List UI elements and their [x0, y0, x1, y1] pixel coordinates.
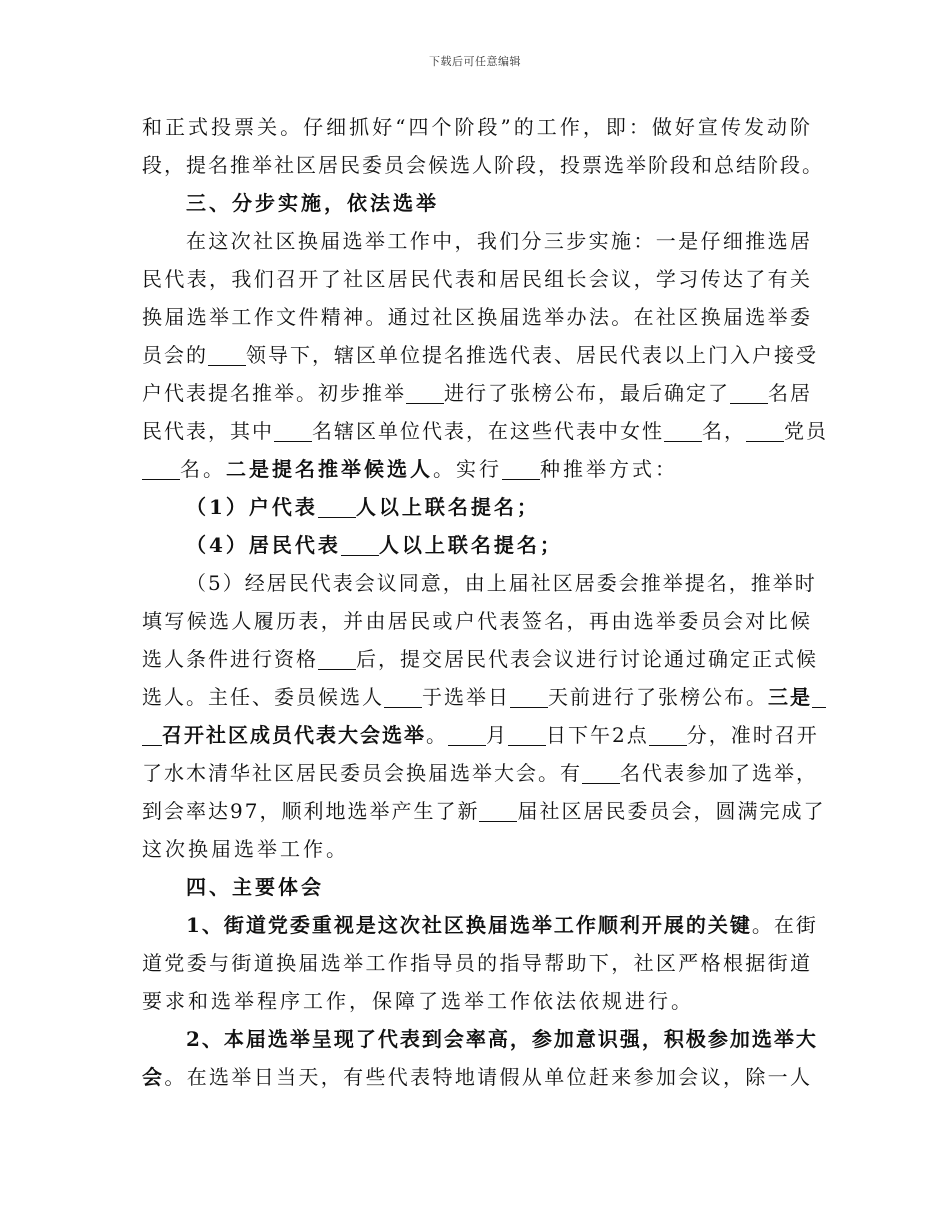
blank-underline: [502, 455, 540, 480]
blank-underline: [510, 683, 548, 708]
text-line: [142, 108, 812, 146]
blank-underline: [746, 417, 784, 442]
text-run: 进行了张榜公布，最后确定了: [444, 381, 730, 405]
text-run: 于选举日: [422, 685, 510, 709]
text-run: 天前进行了张榜公布。: [548, 685, 768, 709]
blank-underline: [649, 721, 687, 746]
text-run: 党员: [784, 419, 828, 443]
text-run: 。在街: [751, 913, 818, 937]
blank-underline: [341, 531, 379, 556]
text-line: [142, 412, 828, 450]
text-run: 日下午2点: [546, 723, 649, 747]
text-run: 四、主要体会: [186, 875, 324, 899]
list-item: [142, 488, 812, 526]
text-run: 种推举方式：: [540, 457, 678, 481]
text-run: 名辖区单位代表，在这些代表中女性: [312, 419, 664, 443]
text-run: 和正式投票关。仔细抓好“四个阶段”的工作，即：做好宣传发动阶: [142, 115, 812, 139]
text-run: 。在选举日当天，有些代表特地请假从单位赶来参加会议，除一人: [164, 1065, 813, 1089]
text-run: 道党委与街道换届选举工作指导员的指导帮助下，社区严格根据街道: [142, 951, 812, 975]
blank-underline: [384, 683, 422, 708]
text-line: [142, 450, 812, 488]
text-run: 选人。主任、委员候选人: [142, 685, 384, 709]
text-run: 民代表，我们召开了社区居民代表和居民组长会议，学习传达了有关: [142, 267, 812, 291]
blank-underline: [664, 417, 702, 442]
bold-run: 会: [142, 1065, 165, 1089]
text-line: [142, 640, 818, 678]
text-line: [142, 374, 812, 412]
text-line: [142, 298, 812, 336]
blank-underline: [318, 645, 356, 670]
list-item: [142, 526, 812, 564]
text-run: 月: [486, 723, 508, 747]
text-run: 名。: [180, 457, 226, 481]
document-body: [142, 108, 828, 1096]
text-line: [142, 944, 812, 982]
text-run: （5）经居民代表会议同意，由上届社区居委会推举提名，推举时: [186, 571, 817, 595]
text-run: 人以上联名提名；: [355, 495, 540, 519]
text-run: 三、分步实施，依法选举: [186, 191, 439, 215]
blank-underline: [508, 721, 546, 746]
section-heading: [142, 868, 812, 906]
blank-underline: [582, 759, 620, 784]
text-run: 。: [426, 723, 448, 747]
text-line: [142, 260, 812, 298]
text-run: 分，准时召开: [686, 723, 819, 747]
text-run: 换届选举工作文件精神。通过社区换届选举办法。在社区换届选举委: [142, 305, 812, 329]
blank-underline: [730, 379, 768, 404]
text-run: 领导下，辖区单位提名推选代表、居民代表以上门入户接受: [246, 343, 818, 367]
blank-underline: [142, 721, 162, 746]
text-run: 。实行: [433, 457, 502, 481]
text-run: 在这次社区换届选举工作中，我们分三步实施：一是仔细推选居: [186, 229, 812, 253]
bold-run: 三是: [768, 685, 812, 709]
bold-run: 二是提名推举候选人: [226, 457, 433, 481]
text-run: 填写候选人履历表，并由居民或户代表签名，再由选举委员会对比候: [142, 609, 812, 633]
blank-underline: [479, 797, 517, 822]
text-run: 户代表提名推举。初步推举: [142, 381, 406, 405]
section-heading: [142, 184, 812, 222]
text-line: [142, 564, 817, 602]
text-run: 名代表参加了选举，: [620, 761, 818, 785]
bold-run: 召开社区成员代表大会选举: [162, 723, 426, 747]
text-run: 届社区居民委员会，圆满完成了: [517, 799, 826, 823]
blank-underline: [318, 493, 356, 518]
text-run: 员会的: [142, 343, 208, 367]
text-run: 后，提交居民代表会议进行讨论通过确定正式候: [356, 647, 818, 671]
blank-underline: [406, 379, 444, 404]
text-line: [142, 146, 824, 184]
bold-run: 1、街道党委重视是这次社区换届选举工作顺利开展的关键: [186, 913, 752, 937]
text-run: 到会率达97，顺利地选举产生了新: [142, 799, 480, 823]
text-line: [142, 754, 818, 792]
text-run: 名，: [702, 419, 746, 443]
text-run: 民代表，其中: [142, 419, 274, 443]
bold-run: 2、本届选举呈现了代表到会率高，参加意识强，积极参加选举大: [186, 1027, 818, 1051]
text-line: [142, 792, 826, 830]
text-run: （4）居民代表: [186, 533, 341, 557]
text-line: [142, 906, 818, 944]
text-line: [142, 678, 812, 716]
page-header: 下载后可任意编辑: [429, 55, 521, 68]
text-line: [142, 716, 819, 754]
text-run: 人以上联名提名；: [378, 533, 563, 557]
blank-underline: [274, 417, 312, 442]
text-run: 名居: [768, 381, 812, 405]
blank-underline: [812, 683, 826, 708]
text-run: （1）户代表: [186, 495, 318, 519]
text-line: [142, 830, 812, 868]
text-line: [142, 602, 812, 640]
text-line: [142, 982, 812, 1020]
text-run: 选人条件进行资格: [142, 647, 318, 671]
blank-underline: [208, 341, 246, 366]
text-run: 这次换届选举工作。: [142, 837, 349, 861]
blank-underline: [448, 721, 486, 746]
text-line: [142, 1058, 812, 1096]
text-line: [142, 1020, 818, 1058]
text-line: [142, 336, 818, 374]
text-run: 了水木清华社区居民委员会换届选举大会。有: [142, 761, 582, 785]
text-run: 段，提名推举社区居民委员会候选人阶段，投票选举阶段和总结阶段。: [142, 153, 824, 177]
blank-underline: [142, 455, 180, 480]
text-line: [142, 222, 812, 260]
text-run: 要求和选举程序工作，保障了选举工作依法依规进行。: [142, 989, 694, 1013]
